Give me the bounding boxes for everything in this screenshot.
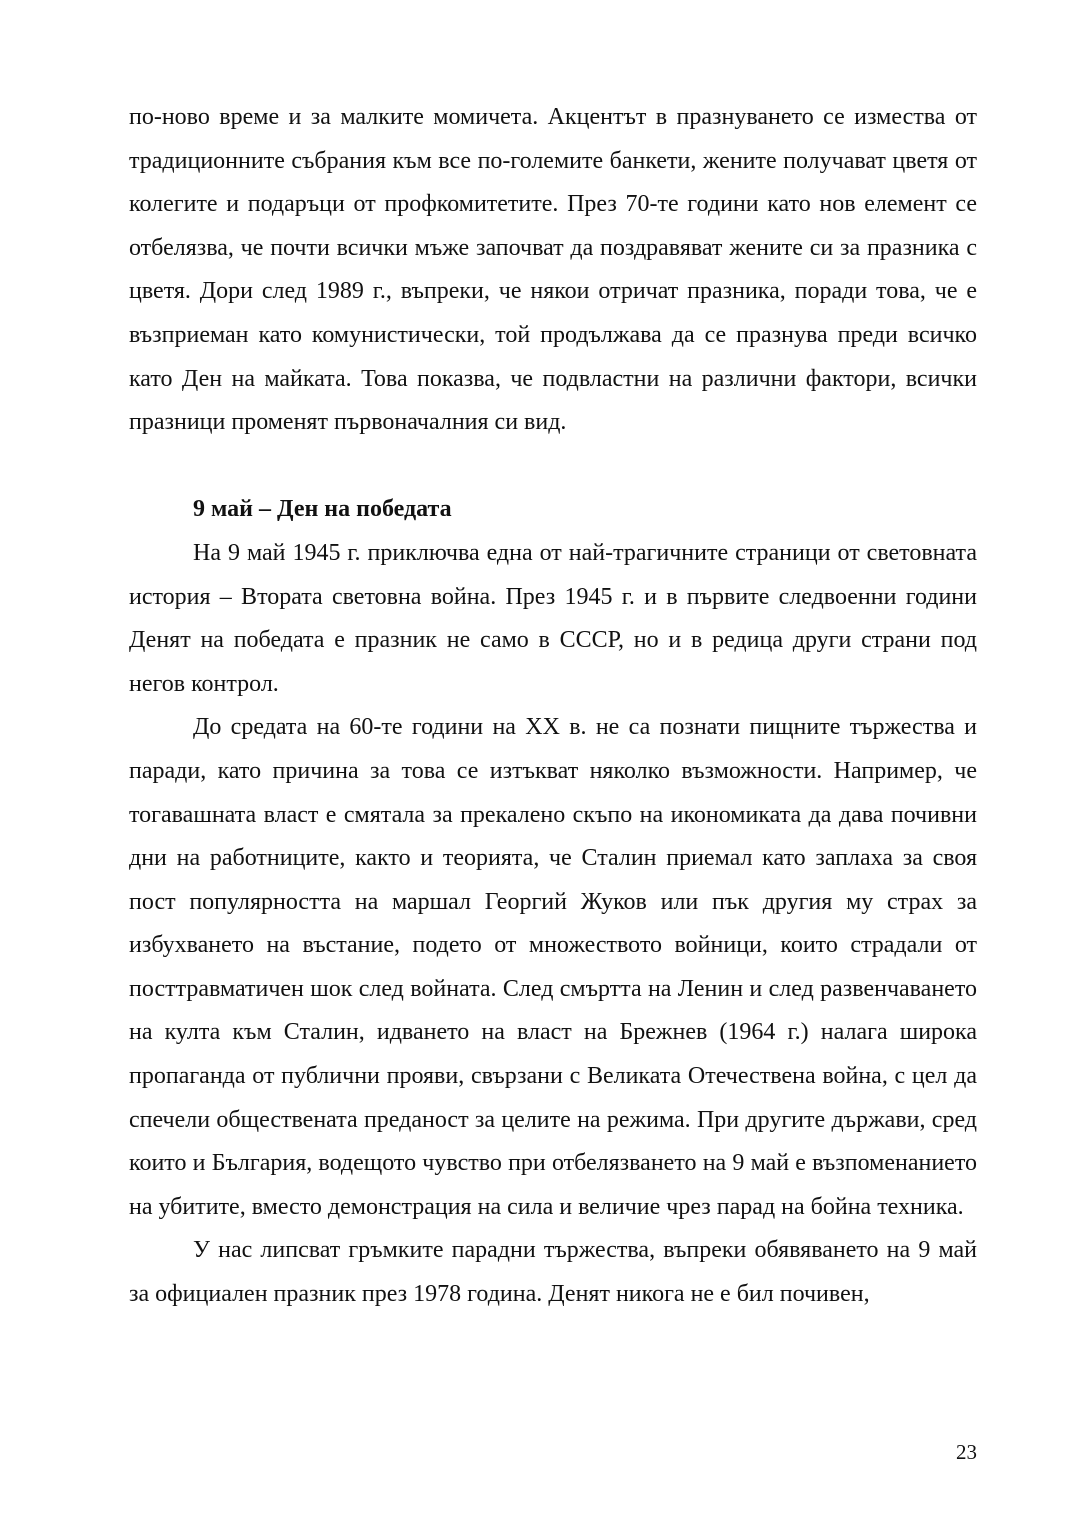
page-number: 23	[956, 1440, 977, 1464]
intro-paragraph: по-ново време и за малките момичета. Акцентът в празнуването се измества от традиционните събрания към все по-големите банкети, жените получават цветя от колегите и подаръци от профкомитетите. През 70-те години като нов елемент се отбелязва, че почти всички мъже започват да поздравяват жените си за празника с цветя. Дори след 1989 г., въпреки, че някои отричат празника, поради това, че е възприеман като комунистически, той продължава да се празнува преди всичко като Ден на майката. Това показва, че подвластни на различни фактори, всички празници променят първоначалния си вид.	[129, 104, 977, 436]
document-page	[129, 96, 977, 1317]
paragraph-victory-day-2: До средата на 60-те години на XX в. не са познати пищните тържества и паради, като причина за това се изтъкват няколко възможности. Например, че тогавашната власт е смятала за прекалено скъпо на икономиката да дава почивни дни на работниците, както и теорията, че Сталин приемал като заплаха за своя пост популярността на маршал Георгий Жуков или пък другия му страх за избухването на въстание, подето от множеството войници, които страдали от посттравматичен шок след войната. След смъртта на Ленин и след развенчаването на култа към Сталин, идването на власт на Брежнев (1964 г.) налага широка пропаганда от публични прояви, свързани с Великата Отечествена война, с цел да спечели обществената преданост за целите на режима. При другите държави, сред които и България, водещото чувство при отбелязването на 9 май е възпоменанието на убитите, вместо демонстрация на сила и величие чрез парад на бойна техника.	[129, 714, 977, 1220]
paragraph-victory-day-1: На 9 май 1945 г. приключва една от най-трагичните страници от световната история – Втората световна война. През 1945 г. и в първите следвоенни години Денят на победата е празник не само в СССР, но и в редица други страни под негов контрол.	[129, 539, 977, 697]
section-heading: 9 май – Ден на победата	[193, 496, 452, 523]
paragraph-victory-day-3: У нас липсват гръмките парадни тържества, въпреки обявяването на 9 май за официален празник през 1978 година. Денят никога не е бил почивен,	[129, 1237, 977, 1308]
